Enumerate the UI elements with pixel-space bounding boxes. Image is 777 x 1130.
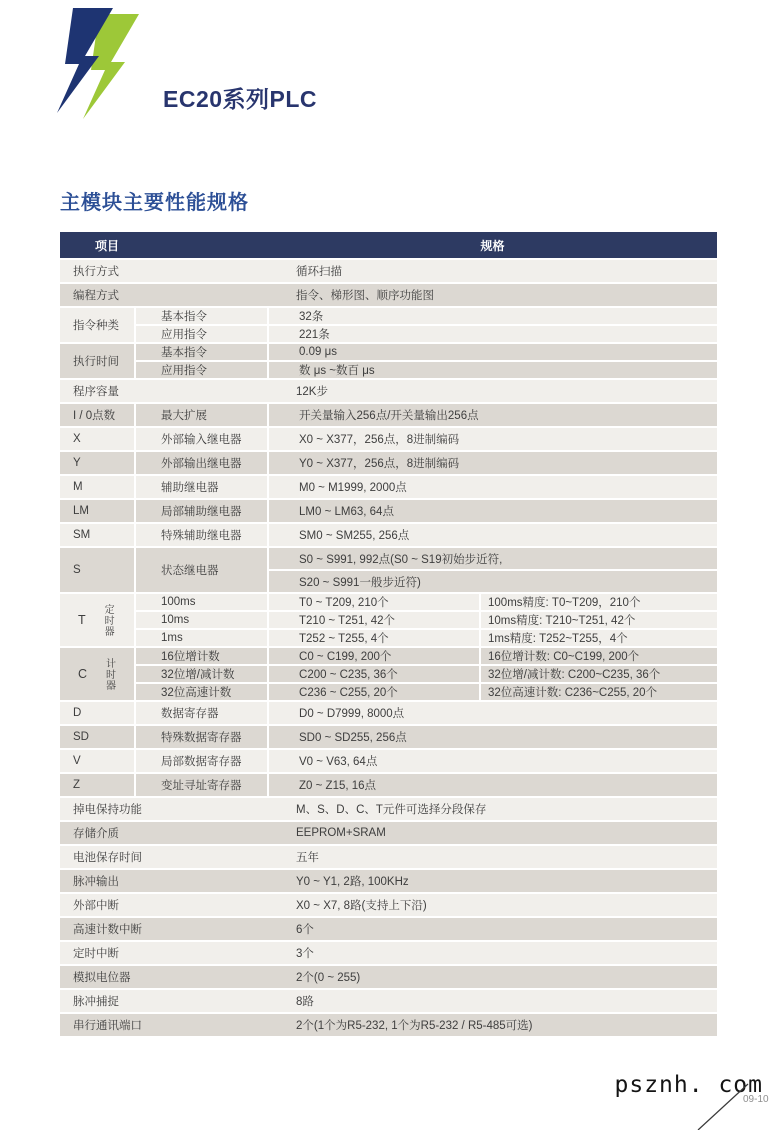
column-header-item: 项目 (60, 232, 268, 259)
table-row (60, 611, 717, 629)
brand-title: EC20系列PLC (163, 86, 318, 112)
table-row (60, 1013, 717, 1037)
corner-slash-decoration (688, 1080, 760, 1130)
table-row (60, 427, 717, 451)
sub-item-cell: 基本指令 (135, 307, 268, 325)
sub-item-cell: 10ms (135, 611, 268, 629)
item-cell: X (60, 427, 135, 451)
item-cell: V (60, 749, 135, 773)
sub-item-cell: 1ms (135, 629, 268, 647)
item-cell: 脉冲捕捉 (60, 989, 268, 1013)
spec-cell: 32条 (268, 307, 717, 325)
spec-cell: M0 ~ M1999, 2000点 (268, 475, 717, 499)
spec-cell: 8路 (268, 989, 717, 1013)
table-row (60, 451, 717, 475)
spec-cell: D0 ~ D7999, 8000点 (268, 701, 717, 725)
table-row (60, 307, 717, 325)
device-cell (60, 647, 135, 701)
table-row (60, 647, 717, 665)
item-cell: 程序容量 (60, 379, 268, 403)
table-row (60, 343, 717, 361)
table-row (60, 361, 717, 379)
table-row (60, 259, 717, 283)
sub-item-cell: 状态继电器 (135, 547, 268, 593)
sub-item-cell: 最大扩展 (135, 403, 268, 427)
item-cell: 串行通讯端口 (60, 1013, 268, 1037)
spec-cell: V0 ~ V63, 64点 (268, 749, 717, 773)
sub-item-cell: 数据寄存器 (135, 701, 268, 725)
section-title: 主模块主要性能规格 (60, 192, 249, 214)
table-row (60, 701, 717, 725)
item-cell: 执行方式 (60, 259, 268, 283)
spec-cell: M、S、D、C、T元件可选择分段保存 (268, 797, 717, 821)
table-row (60, 821, 717, 845)
table-row (60, 869, 717, 893)
page-number: 09-10 (743, 1094, 769, 1105)
spec-cell: Z0 ~ Z15, 16点 (268, 773, 717, 797)
spec-cell: EEPROM+SRAM (268, 821, 717, 845)
item-cell: 编程方式 (60, 283, 268, 307)
spec-cell: LM0 ~ LM63, 64点 (268, 499, 717, 523)
table-row (60, 917, 717, 941)
watermark-text: psznh. com (614, 1072, 763, 1098)
item-cell: M (60, 475, 135, 499)
spec-cell: 开关量输入256点/开关量输出256点 (268, 403, 717, 427)
sub-item-cell: 应用指令 (135, 325, 268, 343)
spec-cell: 五年 (268, 845, 717, 869)
item-cell: Z (60, 773, 135, 797)
spec-cell: 数 μs ~数百 μs (268, 361, 717, 379)
table-row (60, 283, 717, 307)
spec-table (60, 232, 717, 1038)
item-cell: 指令种类 (60, 307, 135, 343)
spec-cell: SM0 ~ SM255, 256点 (268, 523, 717, 547)
item-cell: 模拟电位器 (60, 965, 268, 989)
spec-detail-cell: 16位增计数: C0~C199, 200个 (480, 647, 717, 665)
item-cell: SM (60, 523, 135, 547)
spec-cell: 221条 (268, 325, 717, 343)
item-cell: Y (60, 451, 135, 475)
table-row (60, 475, 717, 499)
spec-detail-cell: 100ms精度: T0~T209，210个 (480, 593, 717, 611)
spec-cell: 12K步 (268, 379, 717, 403)
item-cell: 定时中断 (60, 941, 268, 965)
sub-item-cell: 特殊辅助继电器 (135, 523, 268, 547)
item-cell: I / 0点数 (60, 403, 135, 427)
item-cell: 掉电保持功能 (60, 797, 268, 821)
table-row (60, 725, 717, 749)
sub-item-cell: 32位增/减计数 (135, 665, 268, 683)
device-cell (60, 593, 135, 647)
spec-cell: T0 ~ T209, 210个 (268, 593, 480, 611)
column-header-spec: 规格 (268, 232, 717, 259)
table-row (60, 845, 717, 869)
table-row (60, 593, 717, 611)
item-cell: 执行时间 (60, 343, 135, 379)
sub-item-cell: 局部辅助继电器 (135, 499, 268, 523)
brand-header (55, 8, 317, 120)
item-cell: 外部中断 (60, 893, 268, 917)
spec-cell: 指令、梯形图、顺序功能图 (268, 283, 717, 307)
item-cell: 高速计数中断 (60, 917, 268, 941)
table-row (60, 683, 717, 701)
spec-cell: T210 ~ T251, 42个 (268, 611, 480, 629)
spec-cell: T252 ~ T255, 4个 (268, 629, 480, 647)
sub-item-cell: 变址寻址寄存器 (135, 773, 268, 797)
spec-cell: S20 ~ S991一般步近符) (268, 570, 717, 593)
table-row (60, 749, 717, 773)
item-cell: LM (60, 499, 135, 523)
table-row (60, 523, 717, 547)
spec-cell: Y0 ~ X377，256点，8进制编码 (268, 451, 717, 475)
table-row (60, 403, 717, 427)
spec-cell: X0 ~ X7, 8路(支持上下沿) (268, 893, 717, 917)
spec-detail-cell: 32位高速计数: C236~C255, 20个 (480, 683, 717, 701)
sub-item-cell: 32位高速计数 (135, 683, 268, 701)
spec-detail-cell: 10ms精度: T210~T251, 42个 (480, 611, 717, 629)
item-cell: SD (60, 725, 135, 749)
table-row (60, 547, 717, 570)
spec-cell: SD0 ~ SD255, 256点 (268, 725, 717, 749)
sub-item-cell: 特殊数据寄存器 (135, 725, 268, 749)
sub-item-cell: 外部输出继电器 (135, 451, 268, 475)
sub-item-cell: 辅助继电器 (135, 475, 268, 499)
table-row (60, 797, 717, 821)
table-header-row (60, 232, 717, 259)
spec-cell: X0 ~ X377，256点，8进制编码 (268, 427, 717, 451)
sub-item-cell: 局部数据寄存器 (135, 749, 268, 773)
device-type-vertical-label: 定时器 (102, 603, 114, 637)
table-row (60, 629, 717, 647)
item-cell: D (60, 701, 135, 725)
table-row (60, 965, 717, 989)
table-row (60, 379, 717, 403)
table-row (60, 893, 717, 917)
table-row (60, 941, 717, 965)
spec-cell: C0 ~ C199, 200个 (268, 647, 480, 665)
sub-item-cell: 外部输入继电器 (135, 427, 268, 451)
device-letter: T (78, 613, 86, 627)
spec-cell: C236 ~ C255, 20个 (268, 683, 480, 701)
table-row (60, 499, 717, 523)
table-row (60, 773, 717, 797)
spec-cell: C200 ~ C235, 36个 (268, 665, 480, 683)
item-cell: 脉冲输出 (60, 869, 268, 893)
item-cell: S (60, 547, 135, 593)
spec-cell: 6个 (268, 917, 717, 941)
table-row (60, 325, 717, 343)
spec-cell: 2个(1个为R5-232, 1个为R5-232 / R5-485可选) (268, 1013, 717, 1037)
sub-item-cell: 应用指令 (135, 361, 268, 379)
spec-cell: 循环扫描 (268, 259, 717, 283)
table-row (60, 989, 717, 1013)
sub-item-cell: 16位增计数 (135, 647, 268, 665)
main-content (60, 186, 717, 1038)
device-type-vertical-label: 计时器 (103, 657, 115, 691)
spec-cell: 3个 (268, 941, 717, 965)
device-letter: C (78, 667, 88, 681)
lightning-bolt-logo-icon (55, 8, 151, 120)
spec-cell: 2个(0 ~ 255) (268, 965, 717, 989)
sub-item-cell: 100ms (135, 593, 268, 611)
spec-detail-cell: 1ms精度: T252~T255，4个 (480, 629, 717, 647)
spec-detail-cell: 32位增/减计数: C200~C235, 36个 (480, 665, 717, 683)
item-cell: 电池保存时间 (60, 845, 268, 869)
item-cell: 存储介质 (60, 821, 268, 845)
spec-cell: S0 ~ S991, 992点(S0 ~ S19初始步近符, (268, 547, 717, 570)
sub-item-cell: 基本指令 (135, 343, 268, 361)
spec-cell: 0.09 μs (268, 343, 717, 361)
table-row (60, 665, 717, 683)
spec-cell: Y0 ~ Y1, 2路, 100KHz (268, 869, 717, 893)
